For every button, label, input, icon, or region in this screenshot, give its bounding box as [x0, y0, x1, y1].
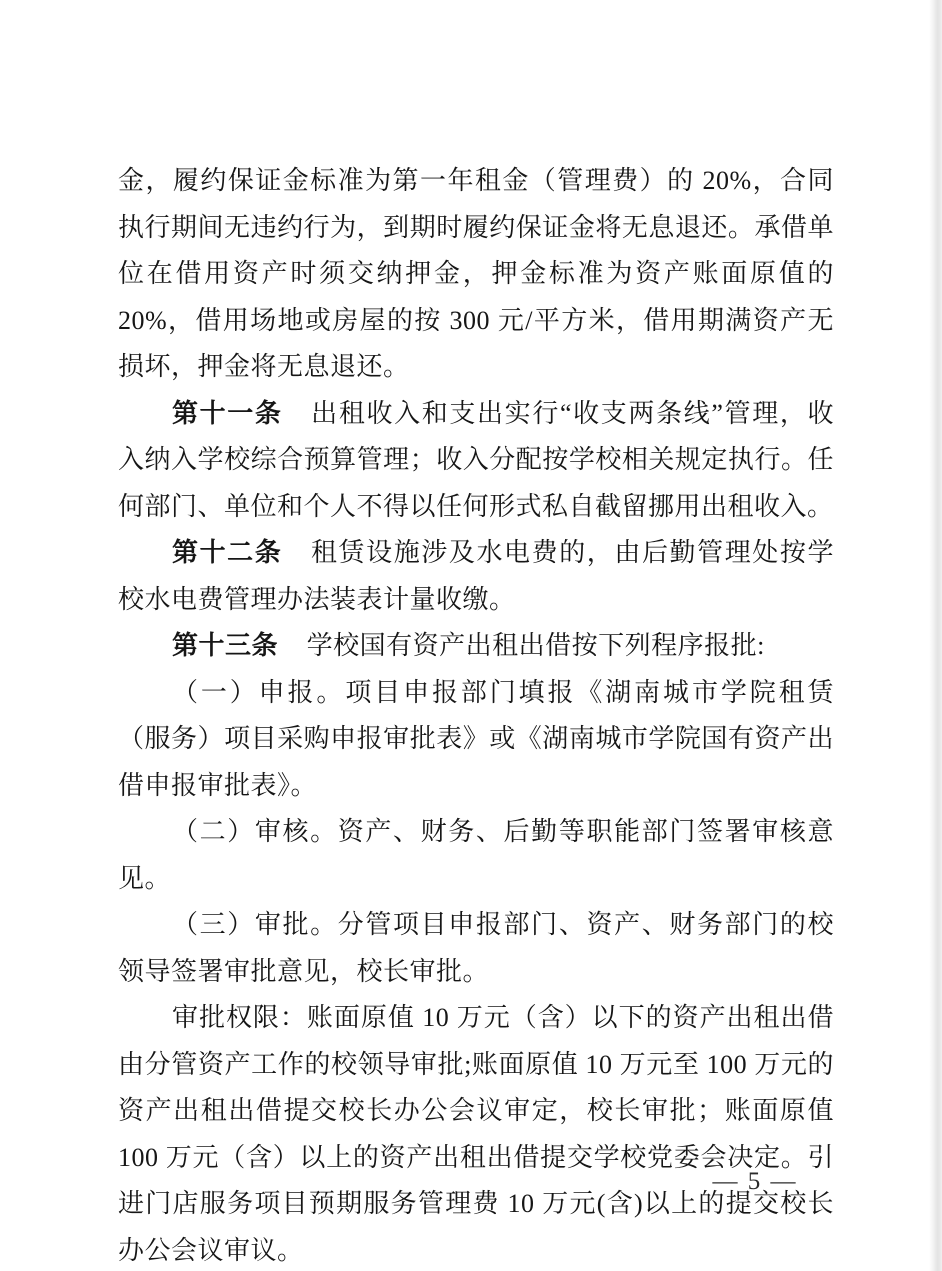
paragraph-text: 金，履约保证金标准为第一年租金（管理费）的 20%，合同执行期间无违约行为，到期时履约保证金将无息退还。承借单位在借用资产时须交纳押金，押金标准为资产账面原值的 20%，借用场地或房屋的按 300 元/平方米，借用期满资产无损坏，押金将无息退还。 — [118, 166, 834, 381]
paragraph-text: 审批权限：账面原值 10 万元（含）以下的资产出租出借由分管资产工作的校领导审批;账面原值 10 万元至 100 万元的资产出租出借提交校长办公会议审定，校长审批；账面原值 100 万元（含）以上的资产出租出借提交学校党委会决定。引进门店服务项目预期服务管理费 10 万元(含)以上的提交校长办公会议审议。 — [118, 1003, 834, 1265]
document-paragraph — [118, 530, 834, 623]
paragraph-text: 学校国有资产出租出借按下列程序报批: — [306, 631, 765, 660]
document-paragraph — [118, 995, 834, 1271]
document-paragraph — [118, 391, 834, 531]
document-body — [118, 158, 834, 1271]
document-paragraph — [118, 809, 834, 902]
article-number: 第十二条 — [172, 538, 283, 567]
document-paragraph — [118, 902, 834, 995]
paragraph-text: （一）申报。项目申报部门填报《湖南城市学院租赁（服务）项目采购申报审批表》或《湖南城市学院国有资产出借申报审批表》。 — [118, 677, 834, 800]
article-number: 第十三条 — [172, 631, 279, 660]
article-number: 第十一条 — [172, 398, 283, 428]
paragraph-text: （二）审核。资产、财务、后勤等职能部门签署审核意见。 — [118, 817, 834, 893]
document-paragraph — [118, 670, 834, 810]
document-paragraph — [118, 158, 834, 391]
page-number: — 5 — — [712, 1168, 798, 1195]
paragraph-text: （三）审批。分管项目申报部门、资产、财务部门的校领导签署审批意见，校长审批。 — [118, 910, 834, 986]
paragraph-text: 租赁设施涉及水电费的，由后勤管理处按学校水电费管理办法装表计量收缴。 — [118, 538, 834, 614]
scan-edge-shadow — [929, 0, 942, 1271]
paragraph-text: 出租收入和支出实行“收支两条线”管理，收入纳入学校综合预算管理；收入分配按学校相关规定执行。任何部门、单位和个人不得以任何形式私自截留挪用出租收入。 — [118, 398, 834, 521]
document-paragraph — [118, 623, 834, 670]
